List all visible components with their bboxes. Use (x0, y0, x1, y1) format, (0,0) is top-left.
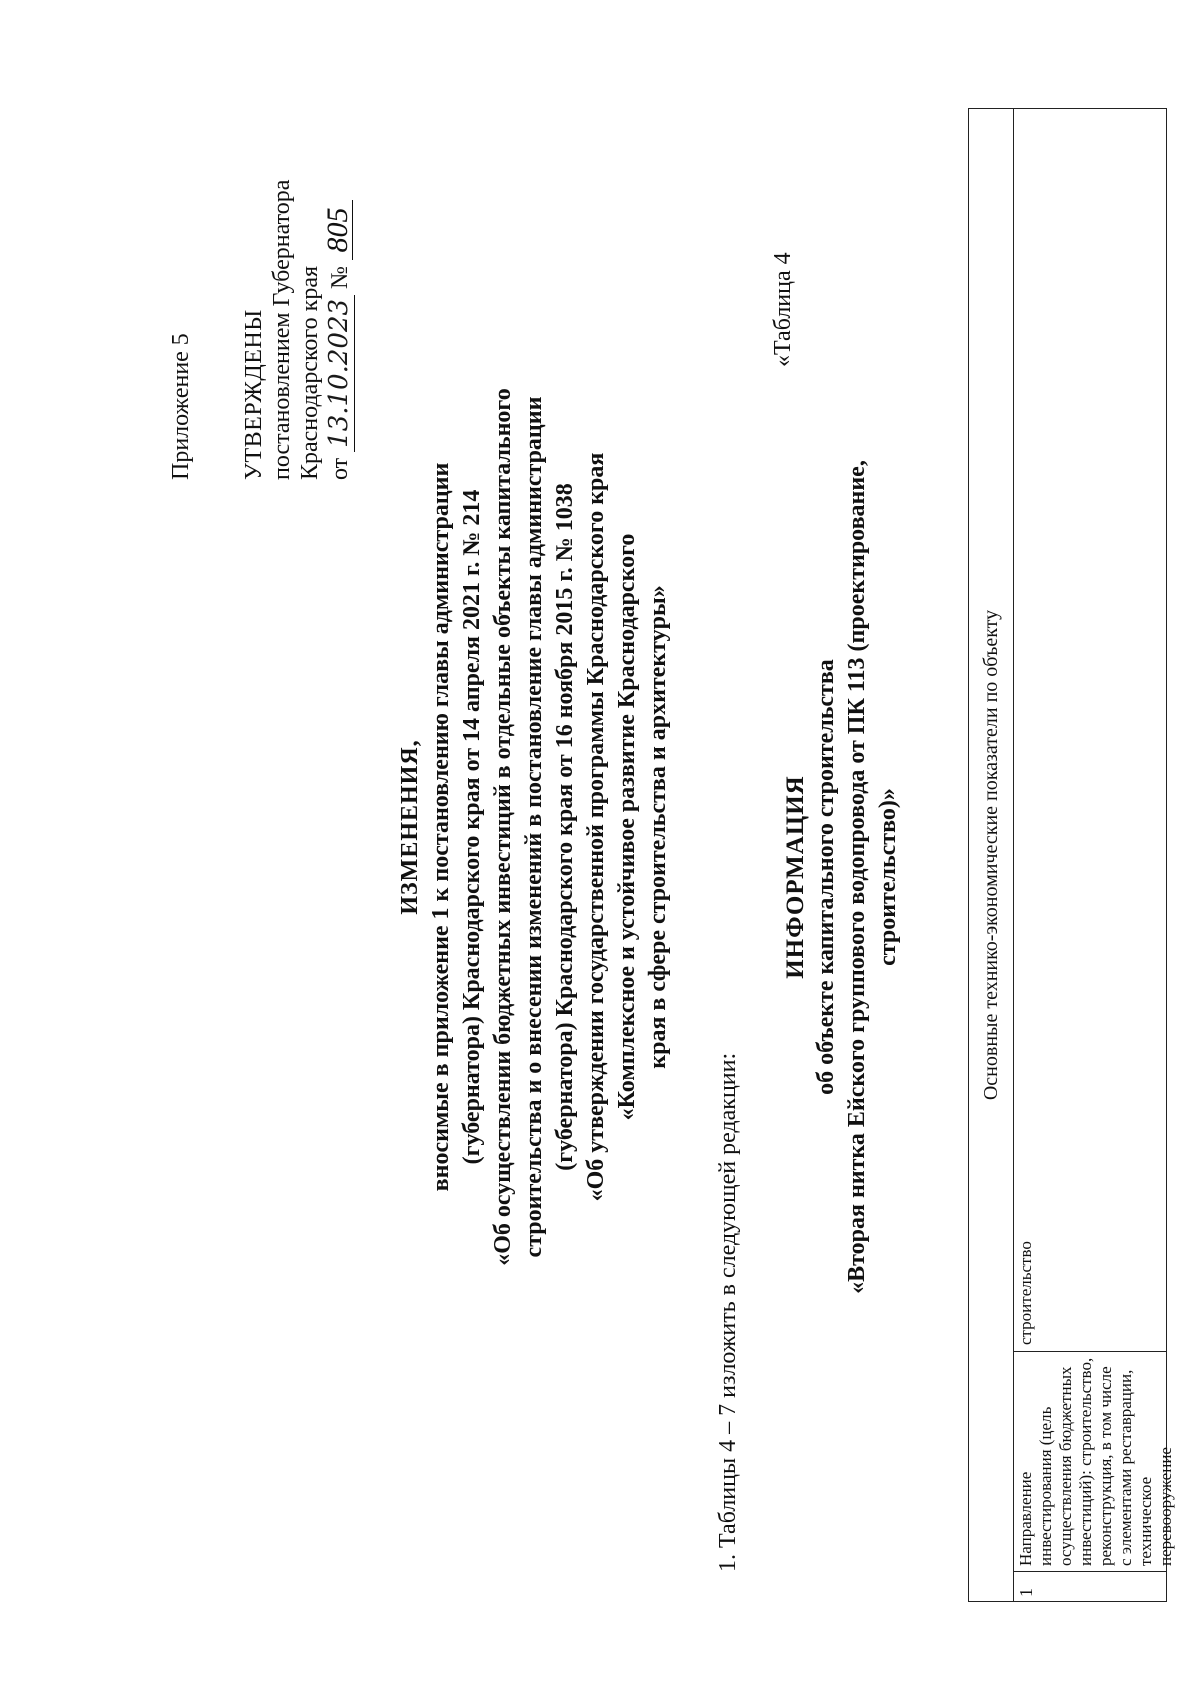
info-line-1: об объекте капитального строительства (813, 659, 839, 1095)
changes-line: «Комплексное и устойчивое развитие Краснодарского (614, 533, 640, 1121)
table-reference: «Таблица 4 (770, 252, 796, 367)
changes-line: края в сфере строительства и архитектуры» (645, 585, 671, 1069)
row-number: 1 (1014, 1571, 1166, 1601)
info-heading: ИНФОРМАЦИЯ (782, 775, 809, 979)
appendix-label: Приложение 5 (168, 333, 194, 480)
changes-line: строительства и о внесении изменений в постановление главы администрации (521, 396, 547, 1258)
row-value: строительство (1016, 1241, 1035, 1345)
table-row (1014, 109, 1175, 1601)
info-block (780, 377, 904, 1377)
changes-heading: ИЗМЕНЕНИЯ, (397, 739, 423, 915)
handwritten-date: 13.10.2023 (324, 295, 355, 452)
changes-line: (губернатора) Краснодарского края от 14 апреля 2021 г. № 214 (459, 489, 485, 1165)
date-prefix: от (327, 457, 353, 480)
row-label: Направление инвестирования (цель осуществления бюджетных инвестиций): строительство, реконструкция, в том числе с элементами реставрации, техническое перевооружение (1014, 1351, 1166, 1571)
changes-line: вносимые в приложение 1 к постановлению главы администрации (428, 462, 454, 1192)
approval-line-2: Краснодарского края (297, 265, 323, 480)
changes-line: «Об осуществлении бюджетных инвестиций в отдельные объекты капитального (490, 388, 516, 1266)
approval-line-1: постановлением Губернатора (269, 179, 295, 480)
number-prefix: № (327, 266, 353, 289)
approval-date-line (321, 180, 354, 480)
changes-line: «Об утверждении государственной программы Краснодарского края (583, 452, 609, 1202)
approval-block (240, 180, 354, 480)
table-header: Основные технико-экономические показатели по объекту (969, 109, 1014, 1601)
changes-line: (губернатора) Краснодарского края от 16 ноября 2015 г. № 1038 (552, 483, 578, 1171)
intro-paragraph: 1. Таблицы 4 – 7 изложить в следующей редакции: (715, 1052, 741, 1572)
handwritten-number: 805 (324, 200, 353, 260)
indicators-table (968, 108, 1175, 1602)
approval-title: УТВЕРЖДЕНЫ (241, 309, 267, 480)
info-line-2: «Вторая нитка Ейского группового водопровода от ПК 113 (проектирование, строительство)» (844, 460, 901, 1294)
changes-block (395, 377, 674, 1277)
